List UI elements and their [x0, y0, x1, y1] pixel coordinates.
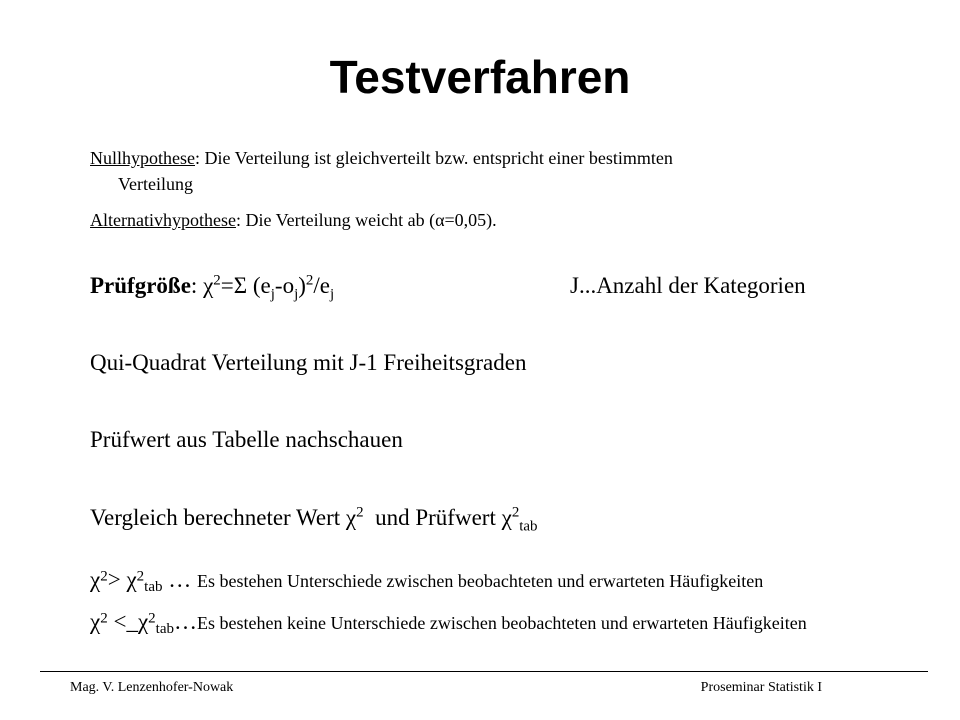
- formula-part: (e: [247, 273, 271, 298]
- comparison-line: [90, 504, 538, 535]
- null-hypothesis: [90, 145, 673, 197]
- chi-symbol: χ: [90, 567, 101, 592]
- page-title: Testverfahren: [329, 51, 631, 103]
- condition-text: Es bestehen keine Unterschiede zwischen beobachteten und erwarteten Häufigkeiten: [197, 613, 807, 633]
- exponent: 2: [148, 610, 156, 627]
- formula-part: ): [298, 273, 306, 298]
- ellipsis: …: [174, 609, 197, 634]
- formula-part: /e: [313, 273, 330, 298]
- test-statistic-label: Prüfgröße: [90, 273, 191, 298]
- subscript: tab: [144, 579, 163, 596]
- formula-part: -o: [274, 273, 295, 298]
- footer-author: Mag. V. Lenzenhofer-Nowak: [70, 680, 234, 695]
- category-note: J...Anzahl der Kategorien: [570, 273, 806, 298]
- sigma-symbol: Σ: [233, 273, 248, 298]
- condition-less: [90, 609, 807, 638]
- comparison-text: Vergleich berechneter Wert: [90, 505, 346, 530]
- condition-text: Es bestehen Unterschiede zwischen beobachteten und erwarteten Häufigkeiten: [197, 571, 764, 591]
- null-hypothesis-label: Nullhypothese: [90, 148, 195, 168]
- subscript: tab: [519, 518, 538, 535]
- null-hypothesis-text: : Die Verteilung ist gleichverteilt bzw. entspricht einer bestimmten: [195, 148, 673, 168]
- exponent: 2: [356, 504, 364, 521]
- subscript: j: [270, 286, 275, 303]
- alternative-hypothesis: [90, 207, 497, 233]
- condition-greater: [90, 567, 764, 596]
- exponent: 2: [511, 504, 520, 521]
- exponent: 2: [213, 272, 221, 289]
- test-statistic: [90, 272, 335, 303]
- chi-symbol: χ: [345, 505, 357, 530]
- alternative-hypothesis-text: : Die Verteilung weicht ab (: [235, 210, 436, 230]
- chi-symbol: χ: [501, 505, 512, 530]
- exponent: 2: [305, 272, 314, 289]
- equals: =: [220, 273, 234, 298]
- alpha-value: =0,05).: [444, 210, 497, 230]
- operator: >: [107, 567, 127, 592]
- subscript: j: [329, 286, 335, 303]
- exponent: 2: [100, 568, 108, 585]
- alpha-symbol: α: [435, 210, 445, 230]
- exponent: 2: [136, 568, 145, 585]
- alternative-hypothesis-label: Alternativhypothese: [90, 210, 236, 230]
- null-hypothesis-text-cont: Verteilung: [118, 174, 193, 194]
- chi-symbol: χ: [203, 273, 214, 298]
- subscript: j: [294, 286, 299, 303]
- lookup-table-line: Prüfwert aus Tabelle nachschauen: [90, 427, 403, 452]
- footer-divider: [40, 671, 928, 672]
- subscript: tab: [155, 621, 174, 638]
- colon: :: [190, 273, 204, 298]
- footer-course: Proseminar Statistik I: [700, 680, 822, 695]
- chi-symbol: χ: [90, 609, 101, 634]
- comparison-text: und Prüfwert: [363, 505, 502, 530]
- chi-symbol: χ: [137, 609, 149, 634]
- chi-symbol: χ: [126, 567, 137, 592]
- operator: <_: [107, 609, 138, 634]
- exponent: 2: [100, 610, 108, 627]
- chi-square-distribution-line: Qui-Quadrat Verteilung mit J-1 Freiheitsgraden: [90, 350, 527, 375]
- ellipsis: …: [162, 567, 197, 592]
